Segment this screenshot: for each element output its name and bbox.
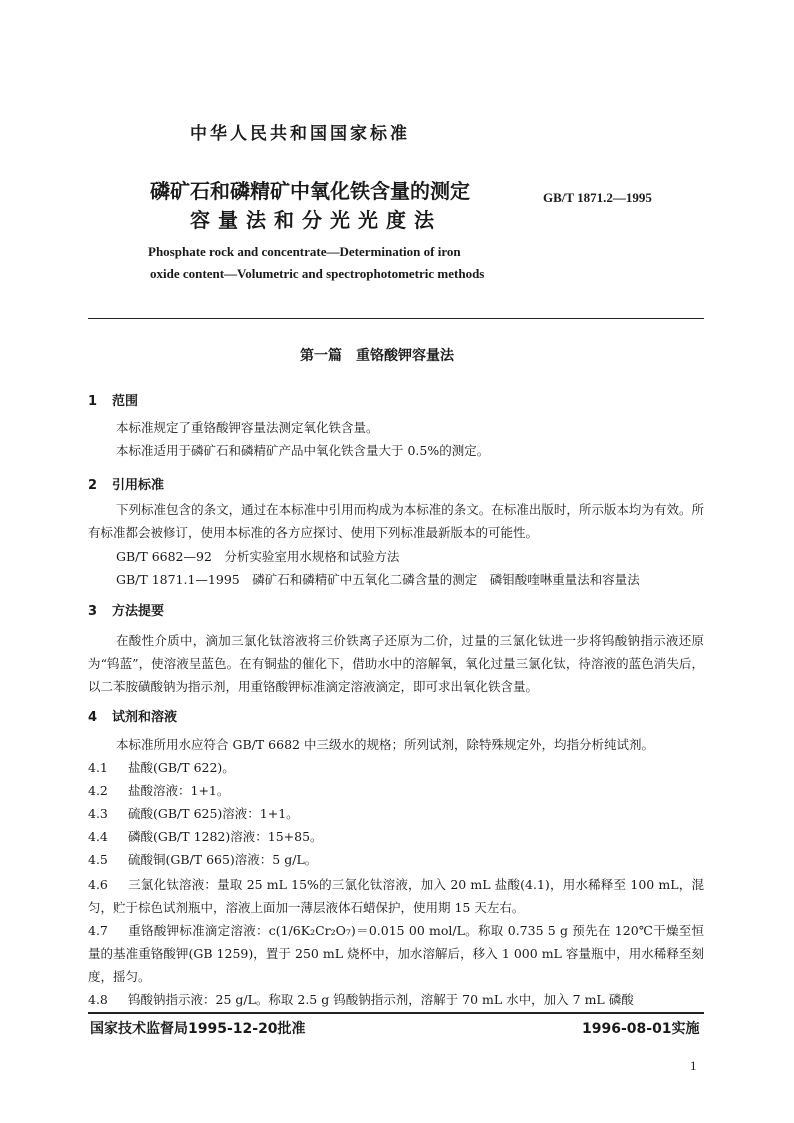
item-text: 盐酸(GB/T 622)。: [128, 760, 235, 775]
footer-divider: [88, 1012, 704, 1014]
section-title: 试剂和溶液: [112, 710, 178, 725]
reagent-item: [88, 873, 704, 919]
section-heading-references: [88, 474, 164, 493]
item-number: 4.5: [88, 852, 108, 867]
reagent-item: [88, 781, 229, 799]
item-number: 4.3: [88, 806, 108, 821]
page-number: 1: [690, 1058, 697, 1073]
item-number: 4.8: [88, 992, 108, 1007]
item-number: 4.1: [88, 760, 108, 775]
approval-statement: 国家技术监督局1995-12-20批准: [90, 1021, 306, 1037]
implementation-date: 1996-08-01实施: [582, 1021, 700, 1037]
reference-item: GB/T 6682—92 分析实验室用水规格和试验方法: [116, 549, 400, 564]
reagent-item: [88, 919, 704, 988]
paragraph: 本标准所用水应符合 GB/T 6682 中三级水的规格；所列试剂，除特殊规定外，均指分析纯试剂。: [116, 737, 654, 752]
english-title-line1: Phosphate rock and concentrate—Determination of iron: [148, 244, 461, 259]
reagent-item: [88, 827, 323, 845]
item-number: 4.2: [88, 783, 108, 798]
reference-item: GB/T 1871.1—1995 磷矿石和磷精矿中五氧化二磷含量的测定 磷钼酸喹啉重量法和容量法: [116, 572, 640, 587]
section-number: 3: [88, 604, 98, 619]
item-text: 盐酸溶液：1+1。: [128, 783, 230, 798]
standard-title-line1: 磷矿石和磷精矿中氧化铁含量的测定: [150, 179, 470, 203]
item-text: 三氯化钛溶液：量取 25 mL 15%的三氯化钛溶液，加入 20 mL 盐酸(4.1)，用水稀释至 100 mL，混匀，贮于棕色试剂瓶中，溶液上面加一薄层液体石蜡保护，使用期 15 天左右。: [88, 877, 704, 915]
paragraph: 本标准适用于磷矿石和磷精矿产品中氧化铁含量大于 0.5%的测定。: [116, 443, 490, 458]
national-standard-title: 中华人民共和国国家标准: [190, 124, 410, 144]
item-number: 4.4: [88, 829, 108, 844]
standard-number: GB/T 1871.2—1995: [543, 190, 652, 205]
paragraph: 在酸性介质中，滴加三氯化钛溶液将三价铁离子还原为二价，过量的三氯化钛进一步将钨酸钠指示液还原为“钨蓝”，使溶液呈蓝色。在有铜盐的催化下，借助水中的溶解氧，氧化过量三氯化钛，待溶液的蓝色消失后，以二苯胺磺酸钠为指示剂，用重铬酸钾标准滴定溶液滴定，即可求出氧化铁含量。: [88, 633, 704, 694]
section-heading-scope: [88, 390, 138, 409]
header-divider: [88, 318, 704, 319]
section-heading-method: [88, 600, 164, 619]
item-number: 4.6: [88, 877, 108, 892]
item-text: 磷酸(GB/T 1282)溶液：15+85。: [128, 829, 323, 844]
part-title: 第一篇 重铬酸钾容量法: [300, 348, 454, 364]
section-number: 2: [88, 478, 98, 493]
section-title: 方法提要: [112, 604, 165, 619]
section-title: 引用标准: [112, 478, 165, 493]
paragraph: 本标准规定了重铬酸钾容量法测定氧化铁含量。: [116, 420, 379, 435]
reagent-item: [88, 988, 704, 1011]
reagent-item: [88, 804, 299, 822]
section-heading-reagents: [88, 706, 177, 725]
reagent-item: [88, 850, 317, 868]
section-number: 4: [88, 710, 98, 725]
section-number: 1: [88, 394, 98, 409]
section-title: 范围: [112, 394, 139, 409]
reagent-item: [88, 758, 235, 776]
item-text: 钨酸钠指示液：25 g/L。称取 2.5 g 钨酸钠指示剂，溶解于 70 mL 水中，加入 7 mL 磷酸: [128, 992, 634, 1007]
standard-title-line2: 容量法和分光光度法: [190, 208, 442, 232]
item-text: 硫酸铜(GB/T 665)溶液：5 g/L。: [128, 852, 318, 867]
item-number: 4.7: [88, 923, 108, 938]
item-text: 硫酸(GB/T 625)溶液：1+1。: [128, 806, 299, 821]
item-text: 重铬酸钾标准滴定溶液：c(1/6K₂Cr₂O₇)＝0.015 00 mol/L。称取 0.735 5 g 预先在 120℃干燥至恒量的基准重铬酸钾(GB 1259)，置于 250 mL 烧杯中，加水溶解后，移入 1 000 mL 容量瓶中，用水稀释至刻度，摇匀。: [88, 923, 704, 984]
paragraph: 下列标准包含的条文，通过在本标准中引用而构成为本标准的条文。在标准出版时，所示版本均为有效。所有标准都会被修订，使用本标准的各方应探讨、使用下列标准最新版本的可能性。: [88, 502, 704, 540]
english-title-line2: oxide content—Volumetric and spectrophotometric methods: [150, 266, 485, 281]
